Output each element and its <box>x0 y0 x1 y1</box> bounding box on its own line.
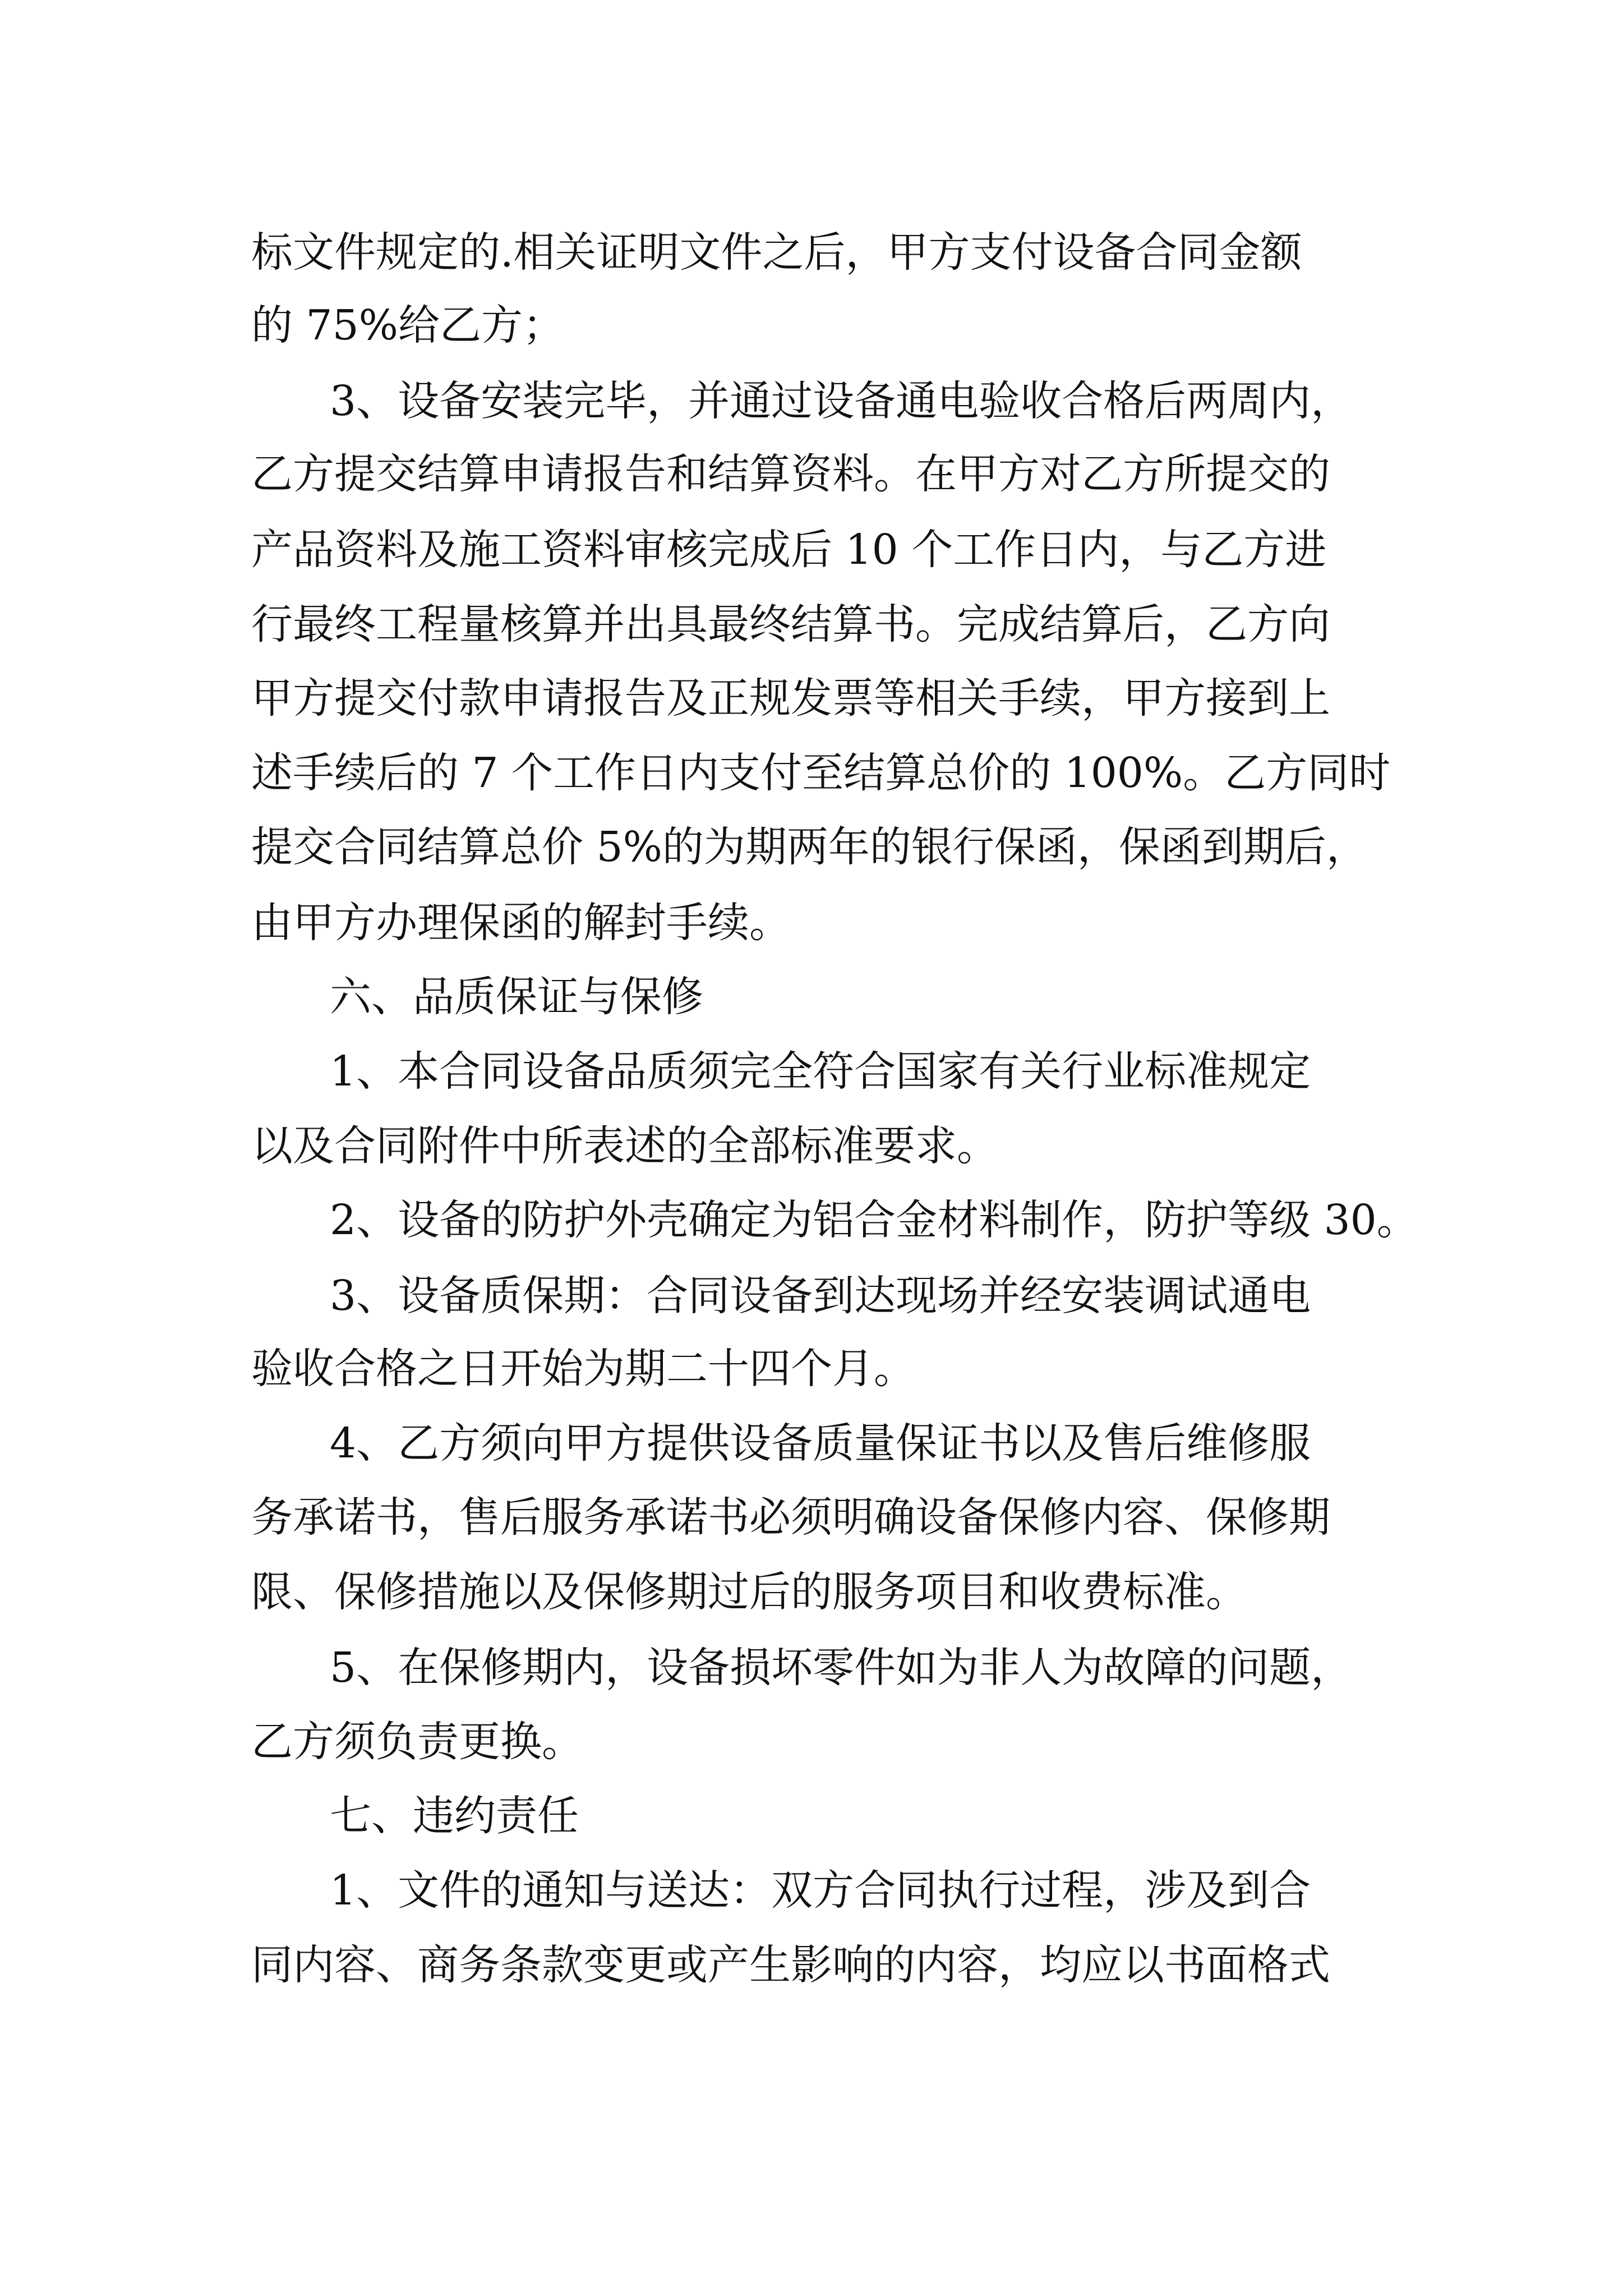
text-line-23: 1、文件的通知与送达：双方合同执行过程，涉及到合 <box>330 1866 1311 1915</box>
text-line-2: 的 75%给乙方； <box>251 301 564 349</box>
text-line-13: 以及合同附件中所表述的全部标准要求。 <box>251 1122 998 1170</box>
text-line-1: 标文件规定的.相关证明文件之后，甲方支付设备合同金额 <box>251 228 1302 277</box>
text-line-14: 2、设备的防护外壳确定为铝合金材料制作，防护等级 30。 <box>330 1196 1418 1244</box>
text-line-6: 行最终工程量核算并出具最终结算书。完成结算后，乙方向 <box>251 600 1330 648</box>
text-line-17: 4、乙方须向甲方提供设备质量保证书以及售后维修服 <box>330 1419 1311 1467</box>
text-line-12: 1、本合同设备品质须完全符合国家有关行业标准规定 <box>330 1047 1311 1096</box>
text-line-8: 述手续后的 7 个工作日内支付至结算总价的 100%。乙方同时 <box>251 749 1391 797</box>
text-line-4: 乙方提交结算申请报告和结算资料。在甲方对乙方所提交的 <box>251 450 1330 498</box>
text-line-21: 乙方须负责更换。 <box>251 1718 583 1766</box>
text-line-19: 限、保修措施以及保修期过后的服务项目和收费标准。 <box>251 1568 1247 1616</box>
text-line-20: 5、在保修期内，设备损坏零件如为非人为故障的问题， <box>330 1644 1353 1692</box>
text-line-10: 由甲方办理保函的解封手续。 <box>251 899 791 947</box>
text-line-18: 务承诺书，售后服务承诺书必须明确设备保修内容、保修期 <box>251 1493 1330 1542</box>
section-heading-6: 六、品质保证与保修 <box>330 973 703 1021</box>
text-line-24: 同内容、商务条款变更或产生影响的内容，均应以书面格式 <box>251 1941 1330 1989</box>
text-line-3: 3、设备安装完毕，并通过设备通电验收合格后两周内， <box>330 377 1353 425</box>
text-line-15: 3、设备质保期：合同设备到达现场并经安装调试通电 <box>330 1272 1311 1320</box>
text-line-7: 甲方提交付款申请报告及正规发票等相关手续，甲方接到上 <box>251 674 1330 723</box>
text-line-5: 产品资料及施工资料审核完成后 10 个工作日内，与乙方进 <box>251 526 1327 574</box>
text-line-16: 验收合格之日开始为期二十四个月。 <box>251 1345 915 1393</box>
section-heading-7: 七、违约责任 <box>330 1792 579 1840</box>
text-line-9: 提交合同结算总价 5%的为期两年的银行保函，保函到期后， <box>251 823 1368 871</box>
